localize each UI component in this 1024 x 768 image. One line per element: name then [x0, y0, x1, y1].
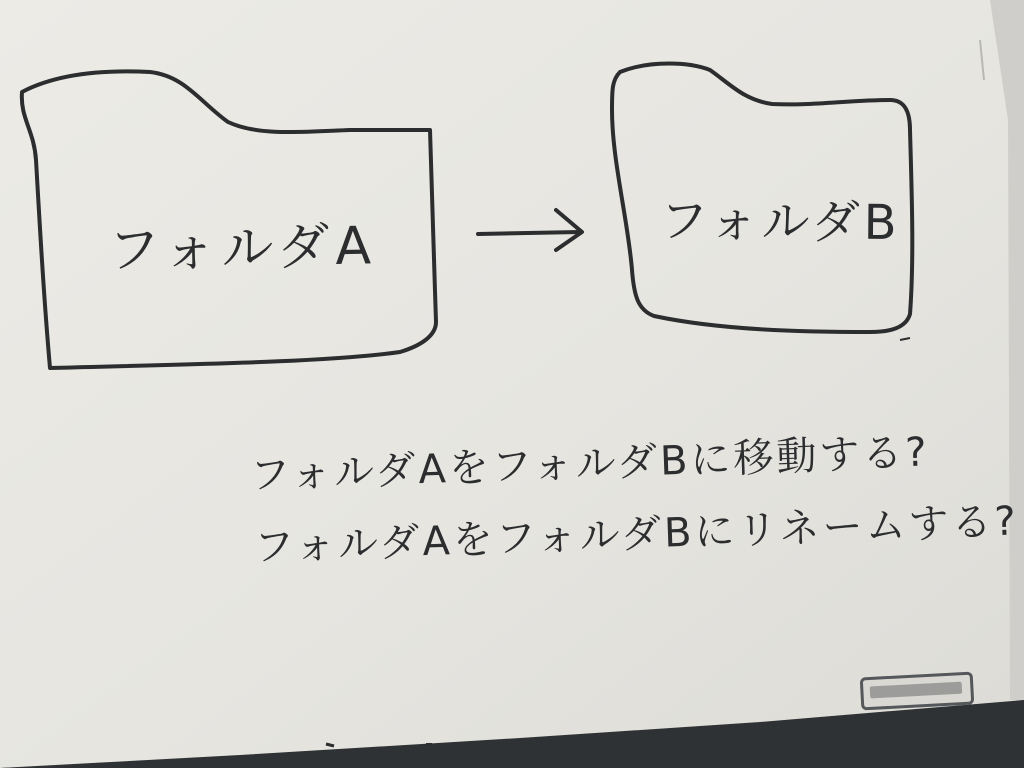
- folder-b-label: フォルダB: [659, 193, 901, 252]
- marker-speck: [326, 744, 334, 746]
- arrow-line: [478, 232, 580, 234]
- folder-a-label: フォルダA: [107, 216, 378, 281]
- question-rename: フォルダAをフォルダBにリネームする?: [253, 498, 1020, 571]
- question-move: フォルダAをフォルダBに移動する?: [249, 429, 931, 499]
